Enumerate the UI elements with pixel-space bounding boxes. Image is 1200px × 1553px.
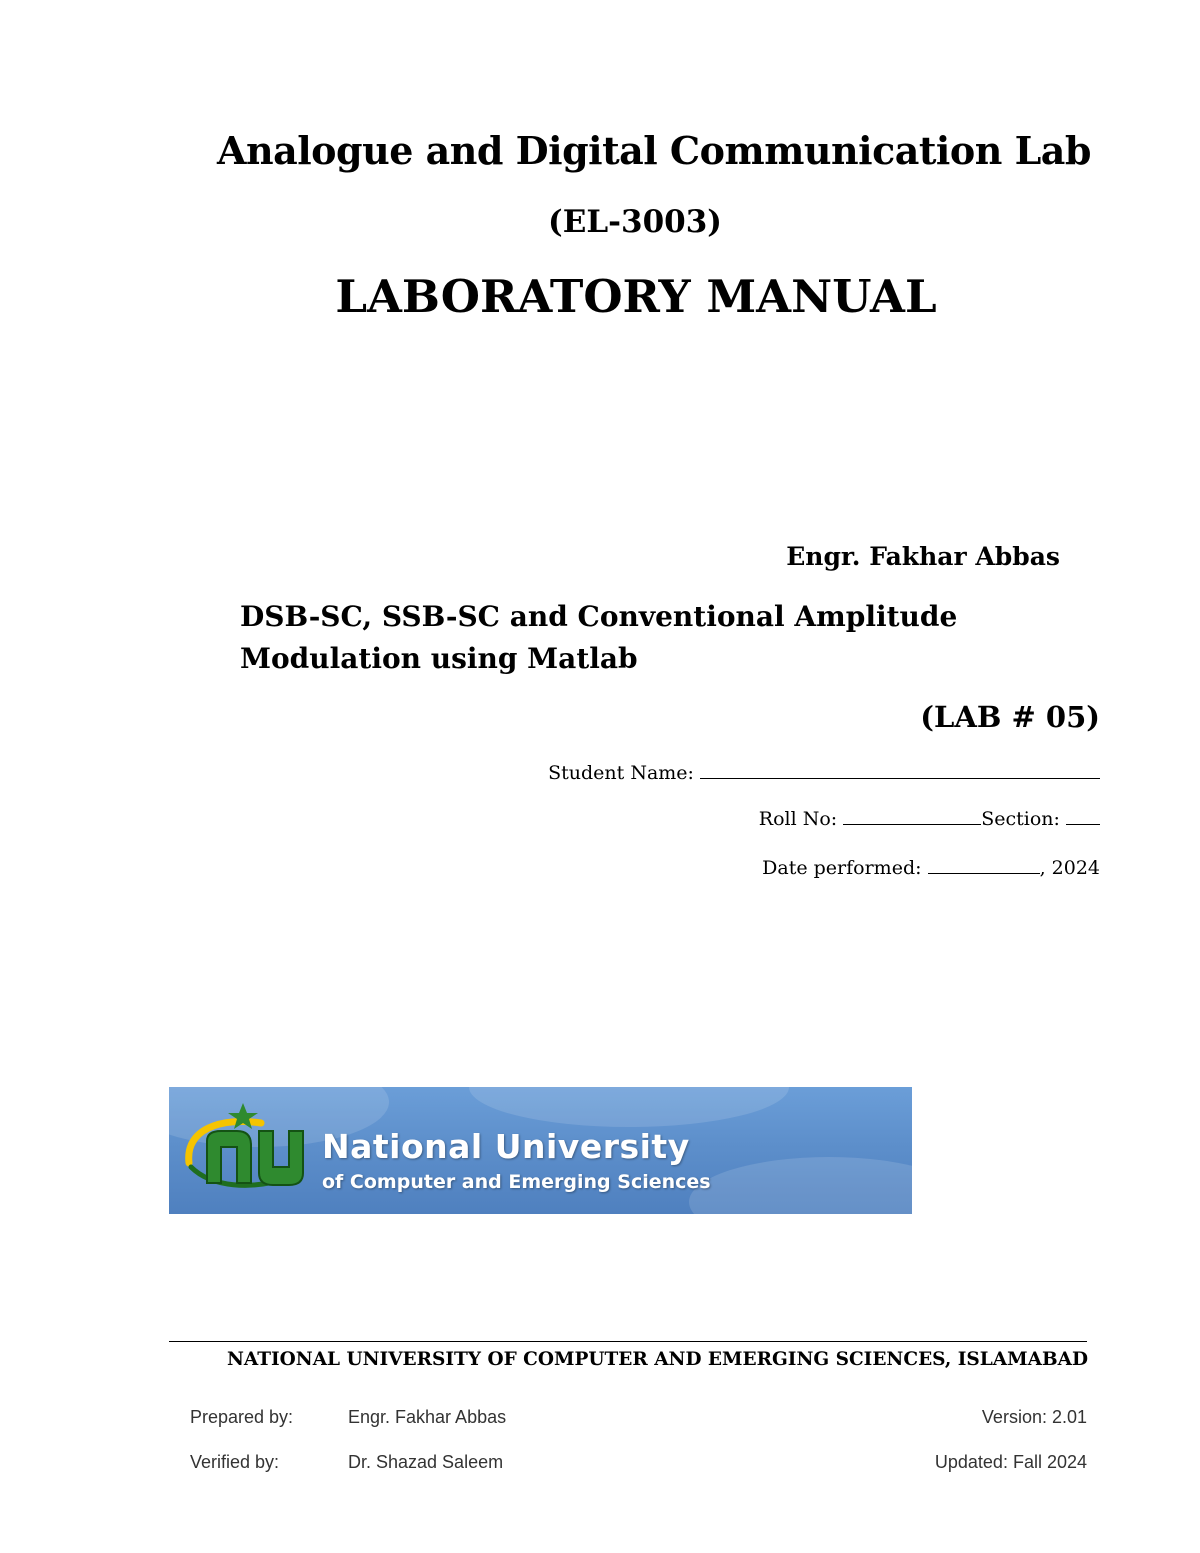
footer-institution: NATIONAL UNIVERSITY OF COMPUTER AND EMERGING SCIENCES, ISLAMABAD <box>227 1349 1088 1370</box>
date-year-suffix: , 2024 <box>1039 857 1100 879</box>
section-blank[interactable] <box>1066 806 1100 825</box>
roll-no-label: Roll No: <box>758 808 838 830</box>
verified-by-value: Dr. Shazad Saleem <box>348 1452 504 1472</box>
student-name-field[interactable] <box>548 760 1100 784</box>
roll-no-blank[interactable] <box>843 806 981 825</box>
roll-section-field[interactable] <box>759 806 1100 830</box>
updated-text: Updated: Fall 2024 <box>934 1452 1087 1472</box>
section-label: Section: <box>981 808 1060 830</box>
lab-number: (LAB # 05) <box>920 700 1100 734</box>
date-performed-blank[interactable] <box>928 855 1040 874</box>
logo-main-text: National University <box>322 1127 690 1166</box>
verified-by-label: Verified by: <box>190 1452 280 1472</box>
student-name-blank[interactable] <box>700 760 1100 779</box>
date-performed-label: Date performed: <box>762 857 922 879</box>
version-text: Version: 2.01 <box>981 1407 1087 1427</box>
lab-topic-line-2: Modulation using Matlab <box>240 642 638 675</box>
student-name-label: Student Name: <box>548 762 694 784</box>
university-logo-banner <box>169 1087 912 1214</box>
course-code: (EL-3003) <box>548 204 722 240</box>
lab-topic <box>240 596 957 680</box>
manual-heading: LABORATORY MANUAL <box>335 270 937 323</box>
prepared-by-label: Prepared by: <box>190 1407 294 1427</box>
course-title: Analogue and Digital Communication Lab <box>217 128 1091 173</box>
author-name: Engr. Fakhar Abbas <box>786 542 1060 571</box>
footer-divider <box>169 1341 1087 1342</box>
nu-logo-icon <box>181 1101 321 1201</box>
prepared-by-value: Engr. Fakhar Abbas <box>348 1407 507 1427</box>
logo-sub-text: of Computer and Emerging Sciences <box>322 1171 711 1193</box>
date-performed-field[interactable] <box>762 855 1100 879</box>
lab-topic-line-1: DSB-SC, SSB-SC and Conventional Amplitude <box>240 600 958 633</box>
